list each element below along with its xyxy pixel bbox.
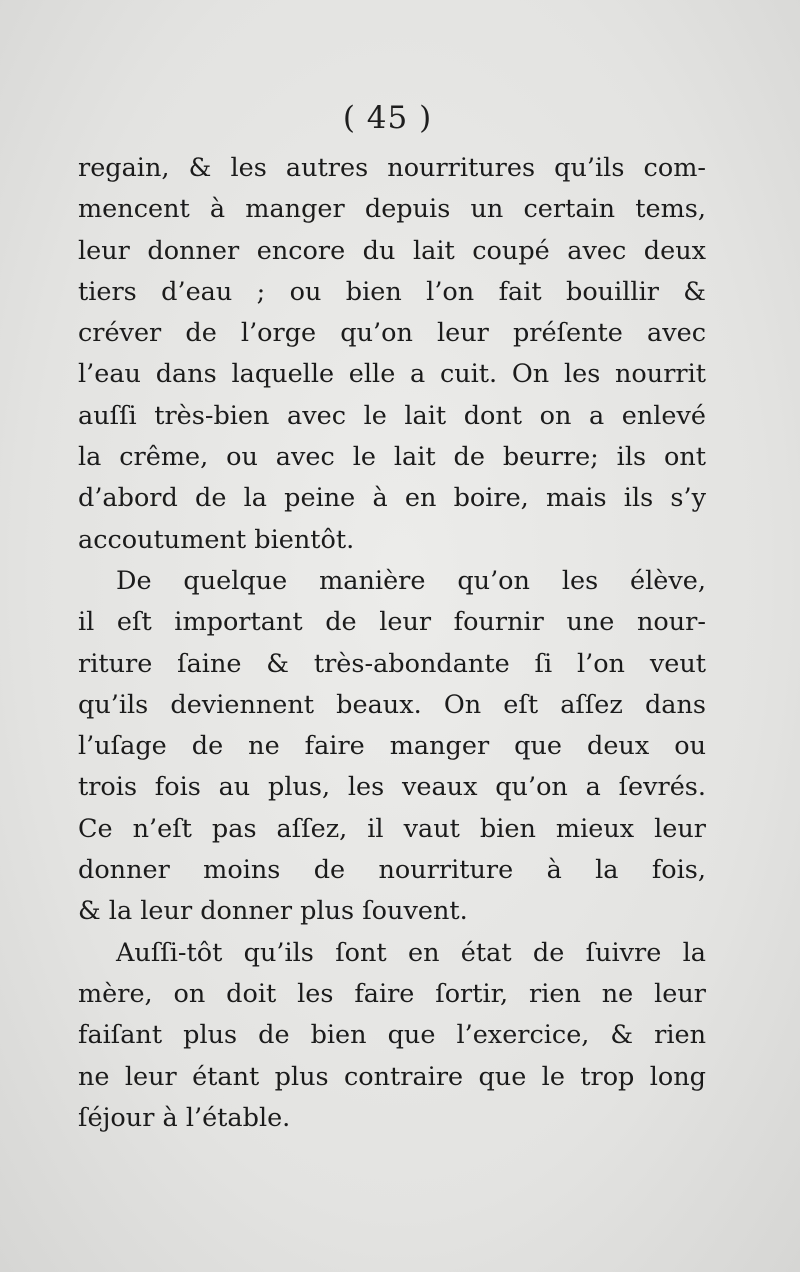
text-line: regain, & les autres nourritures qu’ils com- bbox=[78, 153, 706, 183]
text-line: l’uſage de ne faire manger que deux ou bbox=[78, 731, 706, 762]
text-line: l’eau dans laquelle elle a cuit. On les nourrit bbox=[78, 359, 706, 390]
text-line: donner moins de nourriture à la fois, bbox=[78, 855, 706, 886]
text-line: d’abord de la peine à en boire, mais ils s’y bbox=[78, 483, 706, 514]
text-line: riture ſaine & très-abondante ſi l’on veut bbox=[78, 648, 706, 679]
text-line: ſéjour à l’étable. bbox=[78, 1102, 291, 1133]
text-line: faiſant plus de bien que l’exercice, & rien bbox=[78, 1020, 706, 1051]
text-line: la crême, ou avec le lait de beurre; ils ont bbox=[78, 442, 706, 473]
text-line: ne leur étant plus contraire que le trop long bbox=[78, 1061, 706, 1092]
text-line: qu’ils deviennent beaux. On eſt aſſez dans bbox=[78, 689, 706, 720]
text-line: créver de l’orge qu’on leur préſente avec bbox=[78, 318, 706, 349]
body-text bbox=[78, 148, 706, 1139]
page-number: ( 45 ) bbox=[342, 100, 433, 136]
text-line: tiers d’eau ; ou bien l’on fait bouillir & bbox=[78, 276, 706, 307]
text-line: accoutument bientôt. bbox=[78, 524, 355, 555]
paragraph-3 bbox=[78, 933, 706, 1139]
text-line: mère, on doit les faire ſortir, rien ne leur bbox=[78, 978, 706, 1009]
paragraph-1 bbox=[78, 148, 706, 561]
text-line: Ce n’eſt pas aſſez, il vaut bien mieux leur bbox=[78, 813, 706, 844]
text-line: Auſſi-tôt qu’ils ſont en état de ſuivre la bbox=[116, 937, 706, 968]
text-line: De quelque manière qu’on les élève, bbox=[116, 565, 706, 596]
text-line: leur donner encore du lait coupé avec deux bbox=[78, 235, 706, 266]
text-line: auſſi très-bien avec le lait dont on a enlevé bbox=[78, 400, 706, 431]
text-line: trois fois au plus, les veaux qu’on a ſevrés. bbox=[78, 772, 706, 803]
paragraph-2 bbox=[78, 561, 706, 933]
text-line: mencent à manger depuis un certain tems, bbox=[78, 194, 706, 225]
text-line: & la leur donner plus ſouvent. bbox=[78, 896, 468, 927]
text-line: il eſt important de leur fournir une nour- bbox=[78, 607, 706, 638]
